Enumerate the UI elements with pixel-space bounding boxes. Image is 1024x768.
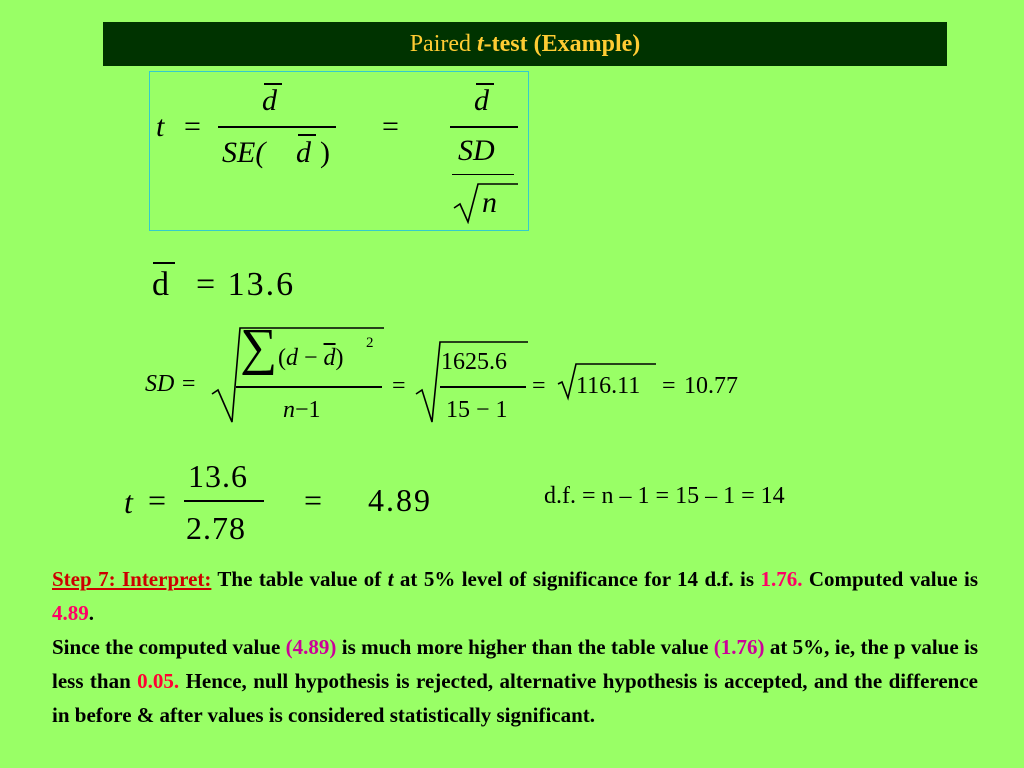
step7-s4: . <box>88 601 94 625</box>
sd-eq1: = <box>392 373 406 399</box>
sd-label-text: SD = <box>145 371 197 397</box>
step7-s3: Computed value is <box>802 567 978 591</box>
t-calc-fraction-bar <box>184 500 264 502</box>
step7-v2: 4.89 <box>52 601 89 625</box>
title-part1: Paired <box>409 30 477 57</box>
title-bar <box>103 22 947 66</box>
sum-exponent: 2 <box>366 335 374 351</box>
formula-se-d: d <box>296 136 311 169</box>
step7-s2: at 5% level of significance for 14 d.f. is <box>393 567 761 591</box>
dbar-value: = 13.6 <box>196 266 296 303</box>
fraction-bar-1 <box>218 126 336 128</box>
sum-minus: − <box>298 345 324 371</box>
sd-root3: 116.11 <box>576 373 641 399</box>
step7-label: Step 7: Interpret: <box>52 567 212 591</box>
sd-label <box>145 372 197 396</box>
step7-s1: The table value of <box>211 567 388 591</box>
step7-v1: 1.76. <box>760 567 803 591</box>
t-calc-den: 2.78 <box>186 510 246 546</box>
step7-p2d: Hence, null hypothesis is rejected, alternative hypothesis is accepted, and the difference in before & after values is considered statistically significant. <box>52 669 978 727</box>
t-calc-num: 13.6 <box>188 458 248 494</box>
step7-line1 <box>52 562 978 630</box>
t-calc-eq: = <box>148 482 167 518</box>
sigma-sign: ∑ <box>240 319 278 376</box>
step7-v5: 0.05. <box>137 669 180 693</box>
step7-paragraph <box>52 562 978 732</box>
dbar-overline <box>153 262 175 264</box>
formula-se-label: SE( <box>222 136 266 169</box>
formula-sd: SD <box>458 134 495 167</box>
step7-p2b: is much more higher than the table value <box>336 635 714 659</box>
fraction-bar-2 <box>450 126 518 128</box>
sd-eq2: = <box>532 373 546 399</box>
title-t: t <box>477 30 484 57</box>
title-part2: -test (Example) <box>483 30 641 57</box>
sd-eq3: = <box>662 373 676 399</box>
title-text <box>410 31 641 58</box>
sum-d: d <box>286 345 298 371</box>
sd-denom <box>283 398 321 422</box>
t-calc-eq2: = <box>304 482 323 518</box>
step7-p2a: Since the computed value <box>52 635 286 659</box>
sd-fraction-bar-1 <box>236 386 382 388</box>
sum-open: ( <box>278 345 286 371</box>
sd-denom-rest: −1 <box>295 397 321 423</box>
step7-line2 <box>52 630 978 732</box>
step7-v3: (4.89) <box>285 635 337 659</box>
sum-close: ) <box>335 345 344 371</box>
formula-numerator: d <box>262 84 277 117</box>
step7-t: t <box>387 567 394 591</box>
formula-t: t <box>156 110 165 143</box>
sum-term <box>278 346 344 370</box>
sd-denom-n: n <box>283 397 295 423</box>
t-calc-t: t <box>124 484 133 520</box>
fraction-bar-3 <box>452 174 514 175</box>
formula-se-close: ) <box>320 136 330 169</box>
sd-fraction-bar-2 <box>440 386 526 388</box>
step7-v4: (1.76) <box>713 635 765 659</box>
sd-num2: 1625.6 <box>441 349 507 375</box>
t-calc-result: 4.89 <box>368 482 432 518</box>
sum-dbar: $\overline{d}$ <box>323 345 336 371</box>
formula-equals: = <box>184 110 201 143</box>
sd-result: 10.77 <box>684 373 738 399</box>
dbar-d: d <box>152 266 169 303</box>
step7-p2c: at 5%, ie, the p value is less than <box>52 635 979 693</box>
formula-box <box>149 71 529 231</box>
formula-numerator-2: d <box>474 84 489 117</box>
formula-equals-2: = <box>382 110 399 143</box>
df-text: d.f. = n – 1 = 15 – 1 = 14 <box>544 483 785 509</box>
formula-n: n <box>482 186 497 219</box>
sd-den2: 15 − 1 <box>446 397 508 423</box>
